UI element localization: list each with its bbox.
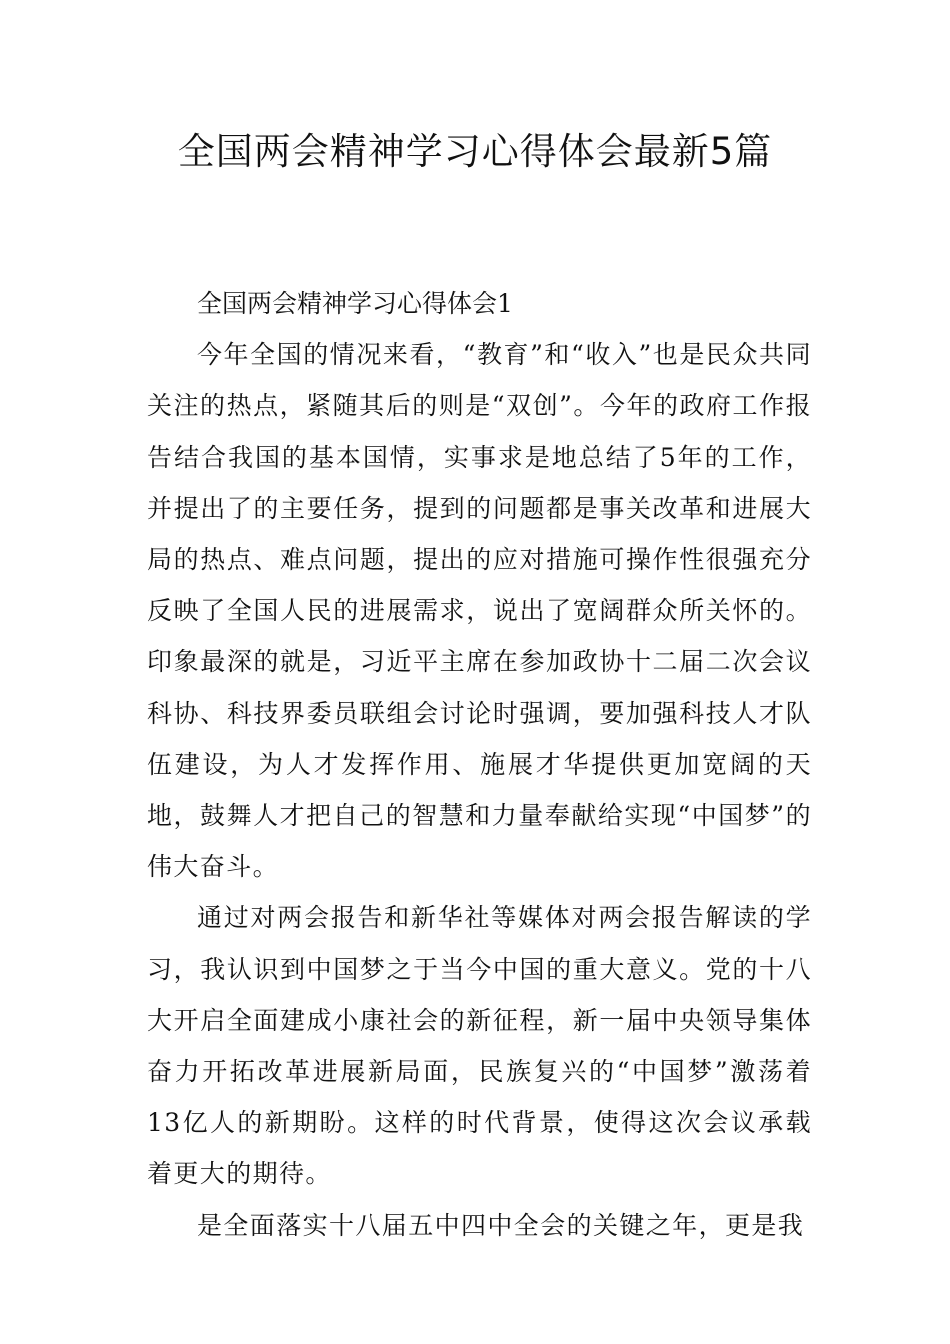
document-body: [147, 278, 812, 1251]
paragraph-1: 今年全国的情况来看，“教育”和“收入”也是民众共同关注的热点，紧随其后的则是“双创”。今年的政府工作报告结合我国的基本国情，实事求是地总结了5年的工作，并提出了的主要任务，提到的问题都是事关改革和进展大局的热点、难点问题，提出的应对措施可操作性很强充分反映了全国人民的进展需求，说出了宽阔群众所关怀的。印象最深的就是，习近平主席在参加政协十二届二次会议科协、科技界委员联组会讨论时强调，要加强科技人才队伍建设，为人才发挥作用、施展才华提供更加宽阔的天地，鼓舞人才把自己的智慧和力量奉献给实现“中国梦”的伟大奋斗。: [147, 340, 812, 882]
paragraph-2: 通过对两会报告和新华社等媒体对两会报告解读的学习，我认识到中国梦之于当今中国的重大意义。党的十八大开启全面建成小康社会的新征程，新一届中央领导集体奋力开拓改革进展新局面，民族复兴的“中国梦”激荡着13亿人的新期盼。这样的时代背景，使得这次会议承载着更大的期待。: [147, 903, 812, 1189]
section-subheading: 全国两会精神学习心得体会1: [197, 289, 513, 318]
paragraph-3: 是全面落实十八届五中四中全会的关键之年，更是我: [197, 1210, 805, 1240]
document-title: 全国两会精神学习心得体会最新5篇: [177, 130, 773, 173]
